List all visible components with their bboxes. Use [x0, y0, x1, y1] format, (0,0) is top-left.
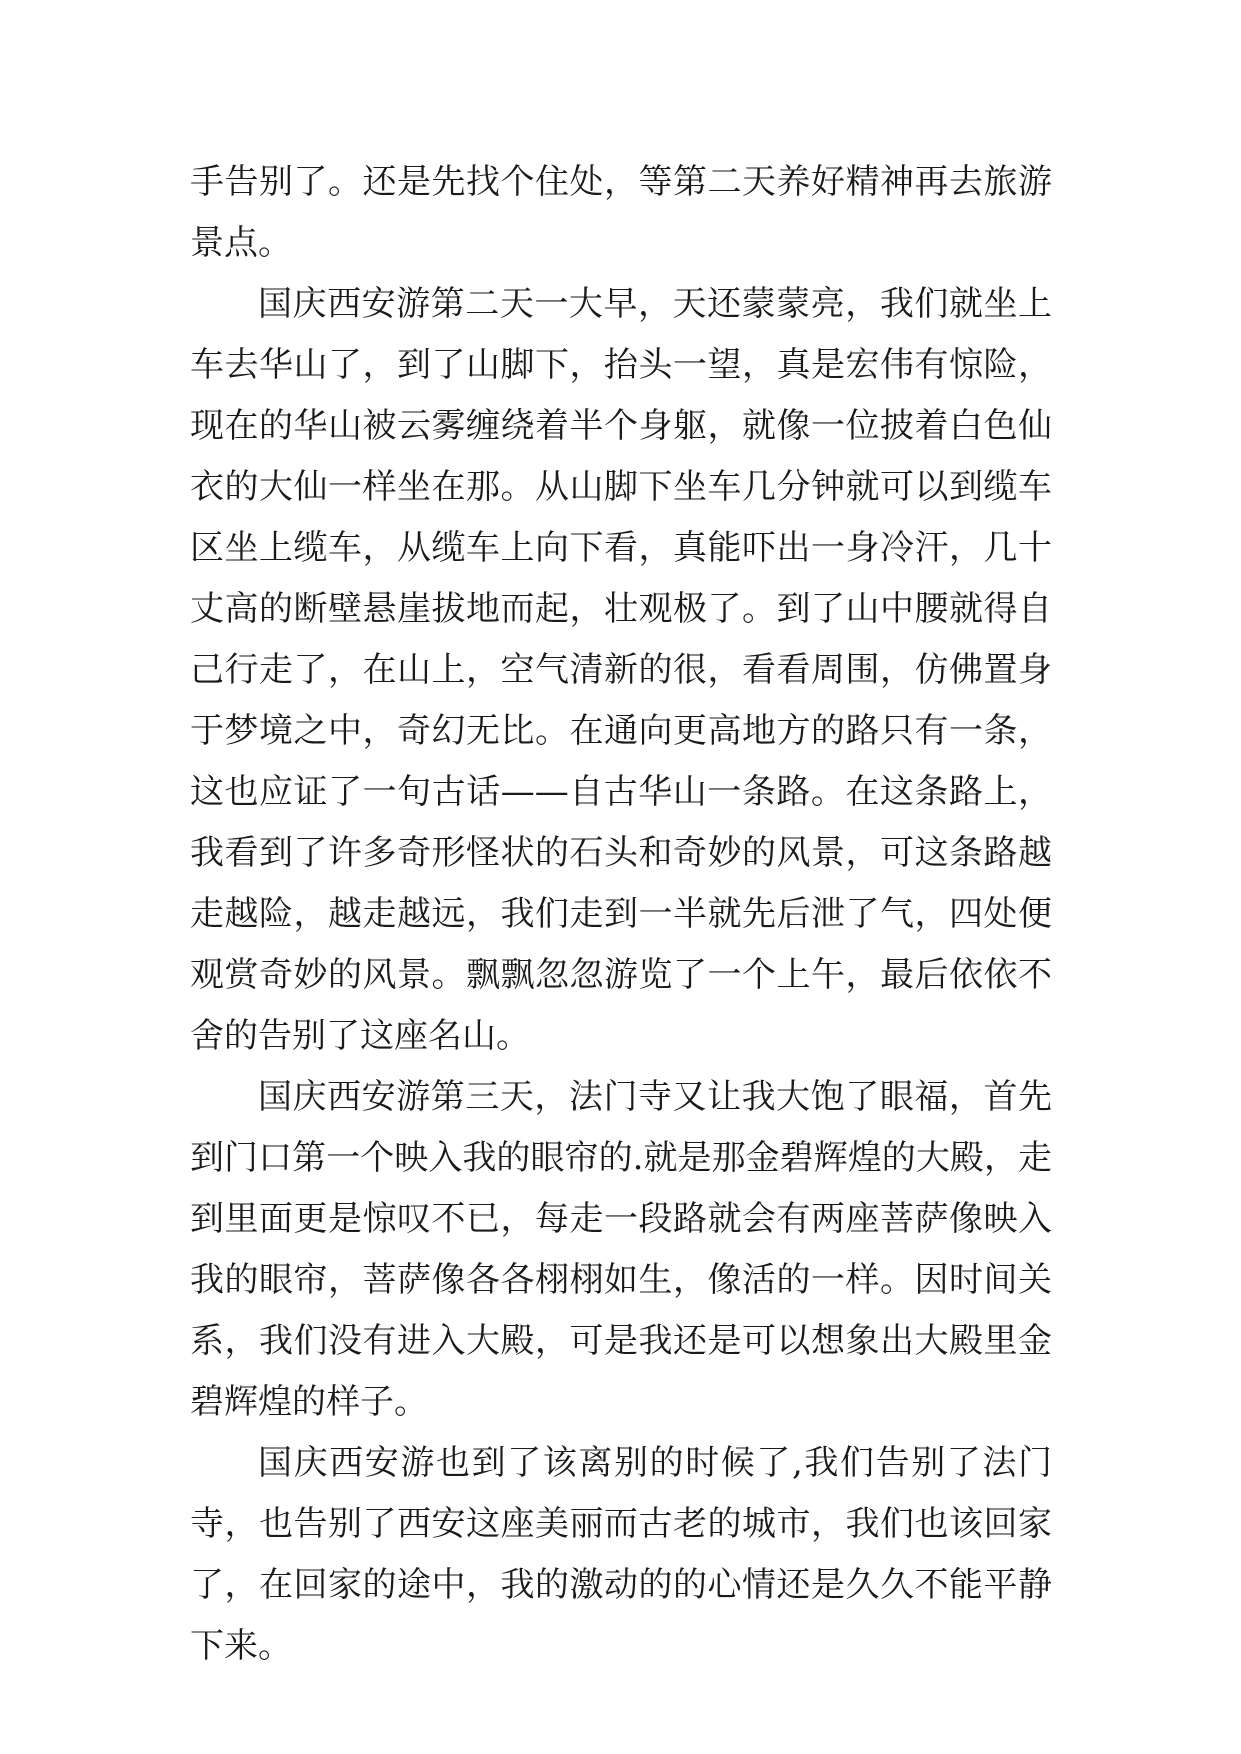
- paragraph-continuation: 手告别了。还是先找个住处，等第二天养好精神再去旅游景点。: [190, 162, 1052, 263]
- document-body: [190, 152, 1052, 1677]
- paragraph-day-two-huashan: 国庆西安游第二天一大早，天还蒙蒙亮，我们就坐上车去华山了，到了山脚下，抬头一望，真是宏伟有惊险，现在的华山被云雾缠绕着半个身躯，就像一位披着白色仙衣的大仙一样坐在那。从山脚下坐车几分钟就可以到缆车区坐上缆车，从缆车上向下看，真能吓出一身冷汗，几十丈高的断壁悬崖拔地而起，壮观极了。到了山中腰就得自己行走了，在山上，空气清新的很，看看周围，仿佛置身于梦境之中，奇幻无比。在通向更高地方的路只有一条，这也应证了一句古话——自古华山一条路。在这条路上，我看到了许多奇形怪状的石头和奇妙的风景，可这条路越走越险，越走越远，我们走到一半就先后泄了气，四处便观赏奇妙的风景。飘飘忽忽游览了一个上午，最后依依不舍的告别了这座名山。: [190, 284, 1052, 1056]
- paragraph-day-three-famen-temple: 国庆西安游第三天，法门寺又让我大饱了眼福，首先到门口第一个映入我的眼帘的.就是那金碧辉煌的大殿，走到里面更是惊叹不已，每走一段路就会有两座菩萨像映入我的眼帘，菩萨像各各栩栩如生，像活的一样。因时间关系，我们没有进入大殿，可是我还是可以想象出大殿里金碧辉煌的样子。: [190, 1077, 1052, 1422]
- paragraph-farewell: 国庆西安游也到了该离别的时候了,我们告别了法门寺，也告别了西安这座美丽而古老的城市，我们也该回家了，在回家的途中，我的激动的的心情还是久久不能平静下来。: [190, 1443, 1052, 1666]
